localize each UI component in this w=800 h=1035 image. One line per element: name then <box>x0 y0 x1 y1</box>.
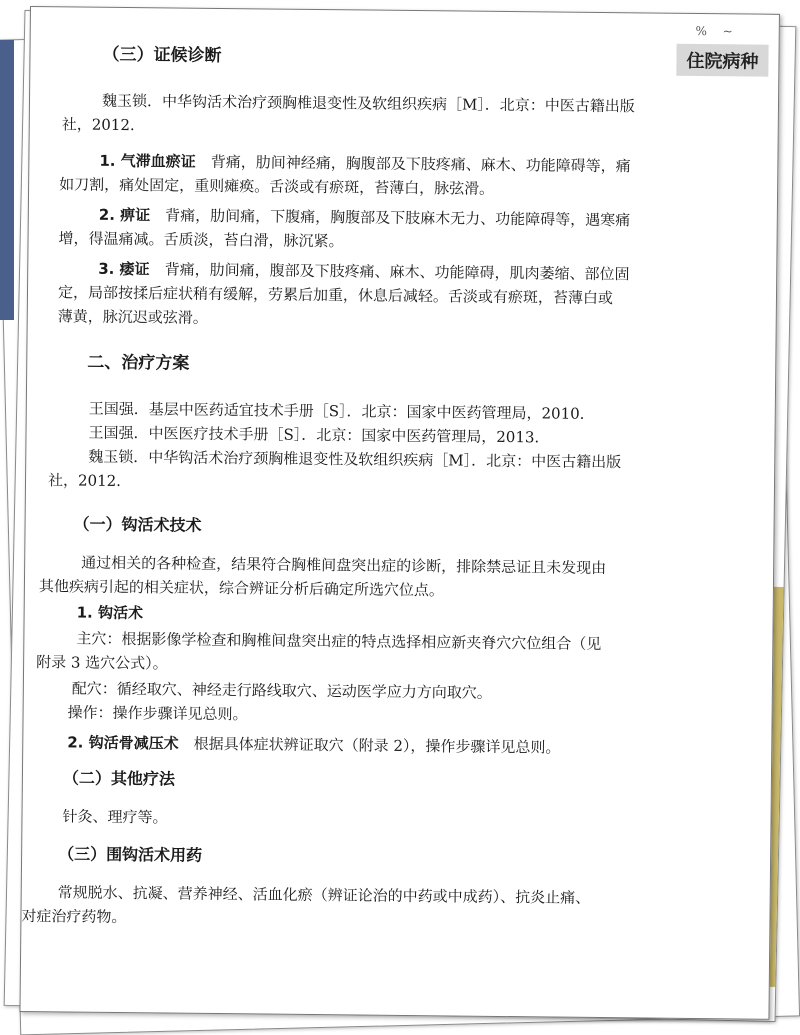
syndrome-text: 背痛，肋间神经痛，胸腹部及下肢疼痛、麻木、功能障碍等，痛 <box>210 152 631 176</box>
syndrome-heading: 2. 痹证 <box>98 205 151 225</box>
paragraph-line <box>67 731 560 758</box>
paragraph-line: 增，得温痛减。舌质淡，苔白滑，脉沉紧。 <box>58 229 344 251</box>
paragraph-line: 主穴：根据影像学检查和胸椎间盘突出症的特点选择相应新夹脊穴穴位组合（见 <box>76 629 602 654</box>
item-heading: 1. 钩活术 <box>76 603 144 623</box>
paragraph-line: 通过相关的各种检查，结果符合胸椎间盘突出症的诊断，排除禁忌证且未发现由 <box>81 553 607 578</box>
cover-edge-stripe <box>0 40 14 320</box>
subsection-title: （一）钩活术技术 <box>73 514 202 535</box>
section-tag: 住院病种 <box>676 44 768 77</box>
paragraph-line: 配穴：循经取穴、神经走行路线取穴、运动医学应力方向取穴。 <box>71 679 492 702</box>
paragraph-line: 附录 3 选穴公式）。 <box>36 653 168 673</box>
reference-line: 王国强．中医医疗技术手册［S］．北京：国家中医药管理局，2013. <box>88 423 540 447</box>
syndrome-heading: 3. 痿证 <box>98 259 150 279</box>
item-text: 根据具体症状辨证取穴（附录 2），操作步骤详见总则。 <box>193 734 561 757</box>
subsection-title: （三）围钩活术用药 <box>58 844 203 865</box>
paragraph-line: 薄黄，脉沉迟或弦滑。 <box>57 307 208 327</box>
paragraph-line: 操作：操作步骤详见总则。 <box>67 703 248 724</box>
item-heading: 2. 钩活骨减压术 <box>67 733 179 753</box>
paragraph-line: 如刀割，痛处固定，重则瘫痪。舌淡或有瘀斑，苔薄白，脉弦滑。 <box>59 175 495 198</box>
chapter-title: 二、治疗方案 <box>87 352 190 374</box>
paragraph-line <box>98 258 630 286</box>
paragraph-line: 对症治疗药物。 <box>21 906 127 927</box>
paragraph-line: 其他疾病引起的相关症状，综合辨证分析后确定所选穴位点。 <box>38 577 445 600</box>
syndrome-heading: 1. 气滞血瘀证 <box>99 151 196 171</box>
paragraph-line <box>99 204 631 232</box>
syndrome-text: 背痛，肋间痛，腹部及下肢疼痛、麻木、功能障碍，肌肉萎缩、部位固 <box>164 260 630 284</box>
document-page <box>19 6 779 1020</box>
paragraph-line <box>99 150 631 178</box>
reference-line: 社，2012. <box>47 471 122 490</box>
paragraph-line: 针灸、理疗等。 <box>62 807 168 827</box>
section-title: （三）证候诊断 <box>102 44 222 67</box>
syndrome-text: 背痛，肋间痛，下腹痛，胸腹部及下肢麻木无力、功能障碍等，遇寒痛 <box>165 206 631 230</box>
reference-line: 魏玉锁．中华钩活术治疗颈胸椎退变性及软组织疾病［M］．北京：中医古籍出版 <box>101 91 635 116</box>
paragraph-line: 定，局部按揉后症状稍有缓解，劳累后加重，休息后减轻。舌淡或有瘀斑，苔薄白或 <box>57 283 614 308</box>
reference-line: 王国强．基层中医药适宜技术手册［S］．北京：国家中医药管理局，2010. <box>88 399 585 423</box>
reference-line: 社，2012. <box>61 115 135 135</box>
page-corner-mark: % ~ <box>695 23 739 39</box>
paragraph-line: 常规脱水、抗凝、营养神经、活血化瘀（辨证论治的中药或中成药）、抗炎止痛、 <box>57 883 591 907</box>
subsection-title: （二）其他疗法 <box>62 768 176 789</box>
reference-line: 魏玉锁．中华钩活术治疗颈胸椎退变性及软组织疾病［M］．北京：中医古籍出版 <box>88 447 622 472</box>
